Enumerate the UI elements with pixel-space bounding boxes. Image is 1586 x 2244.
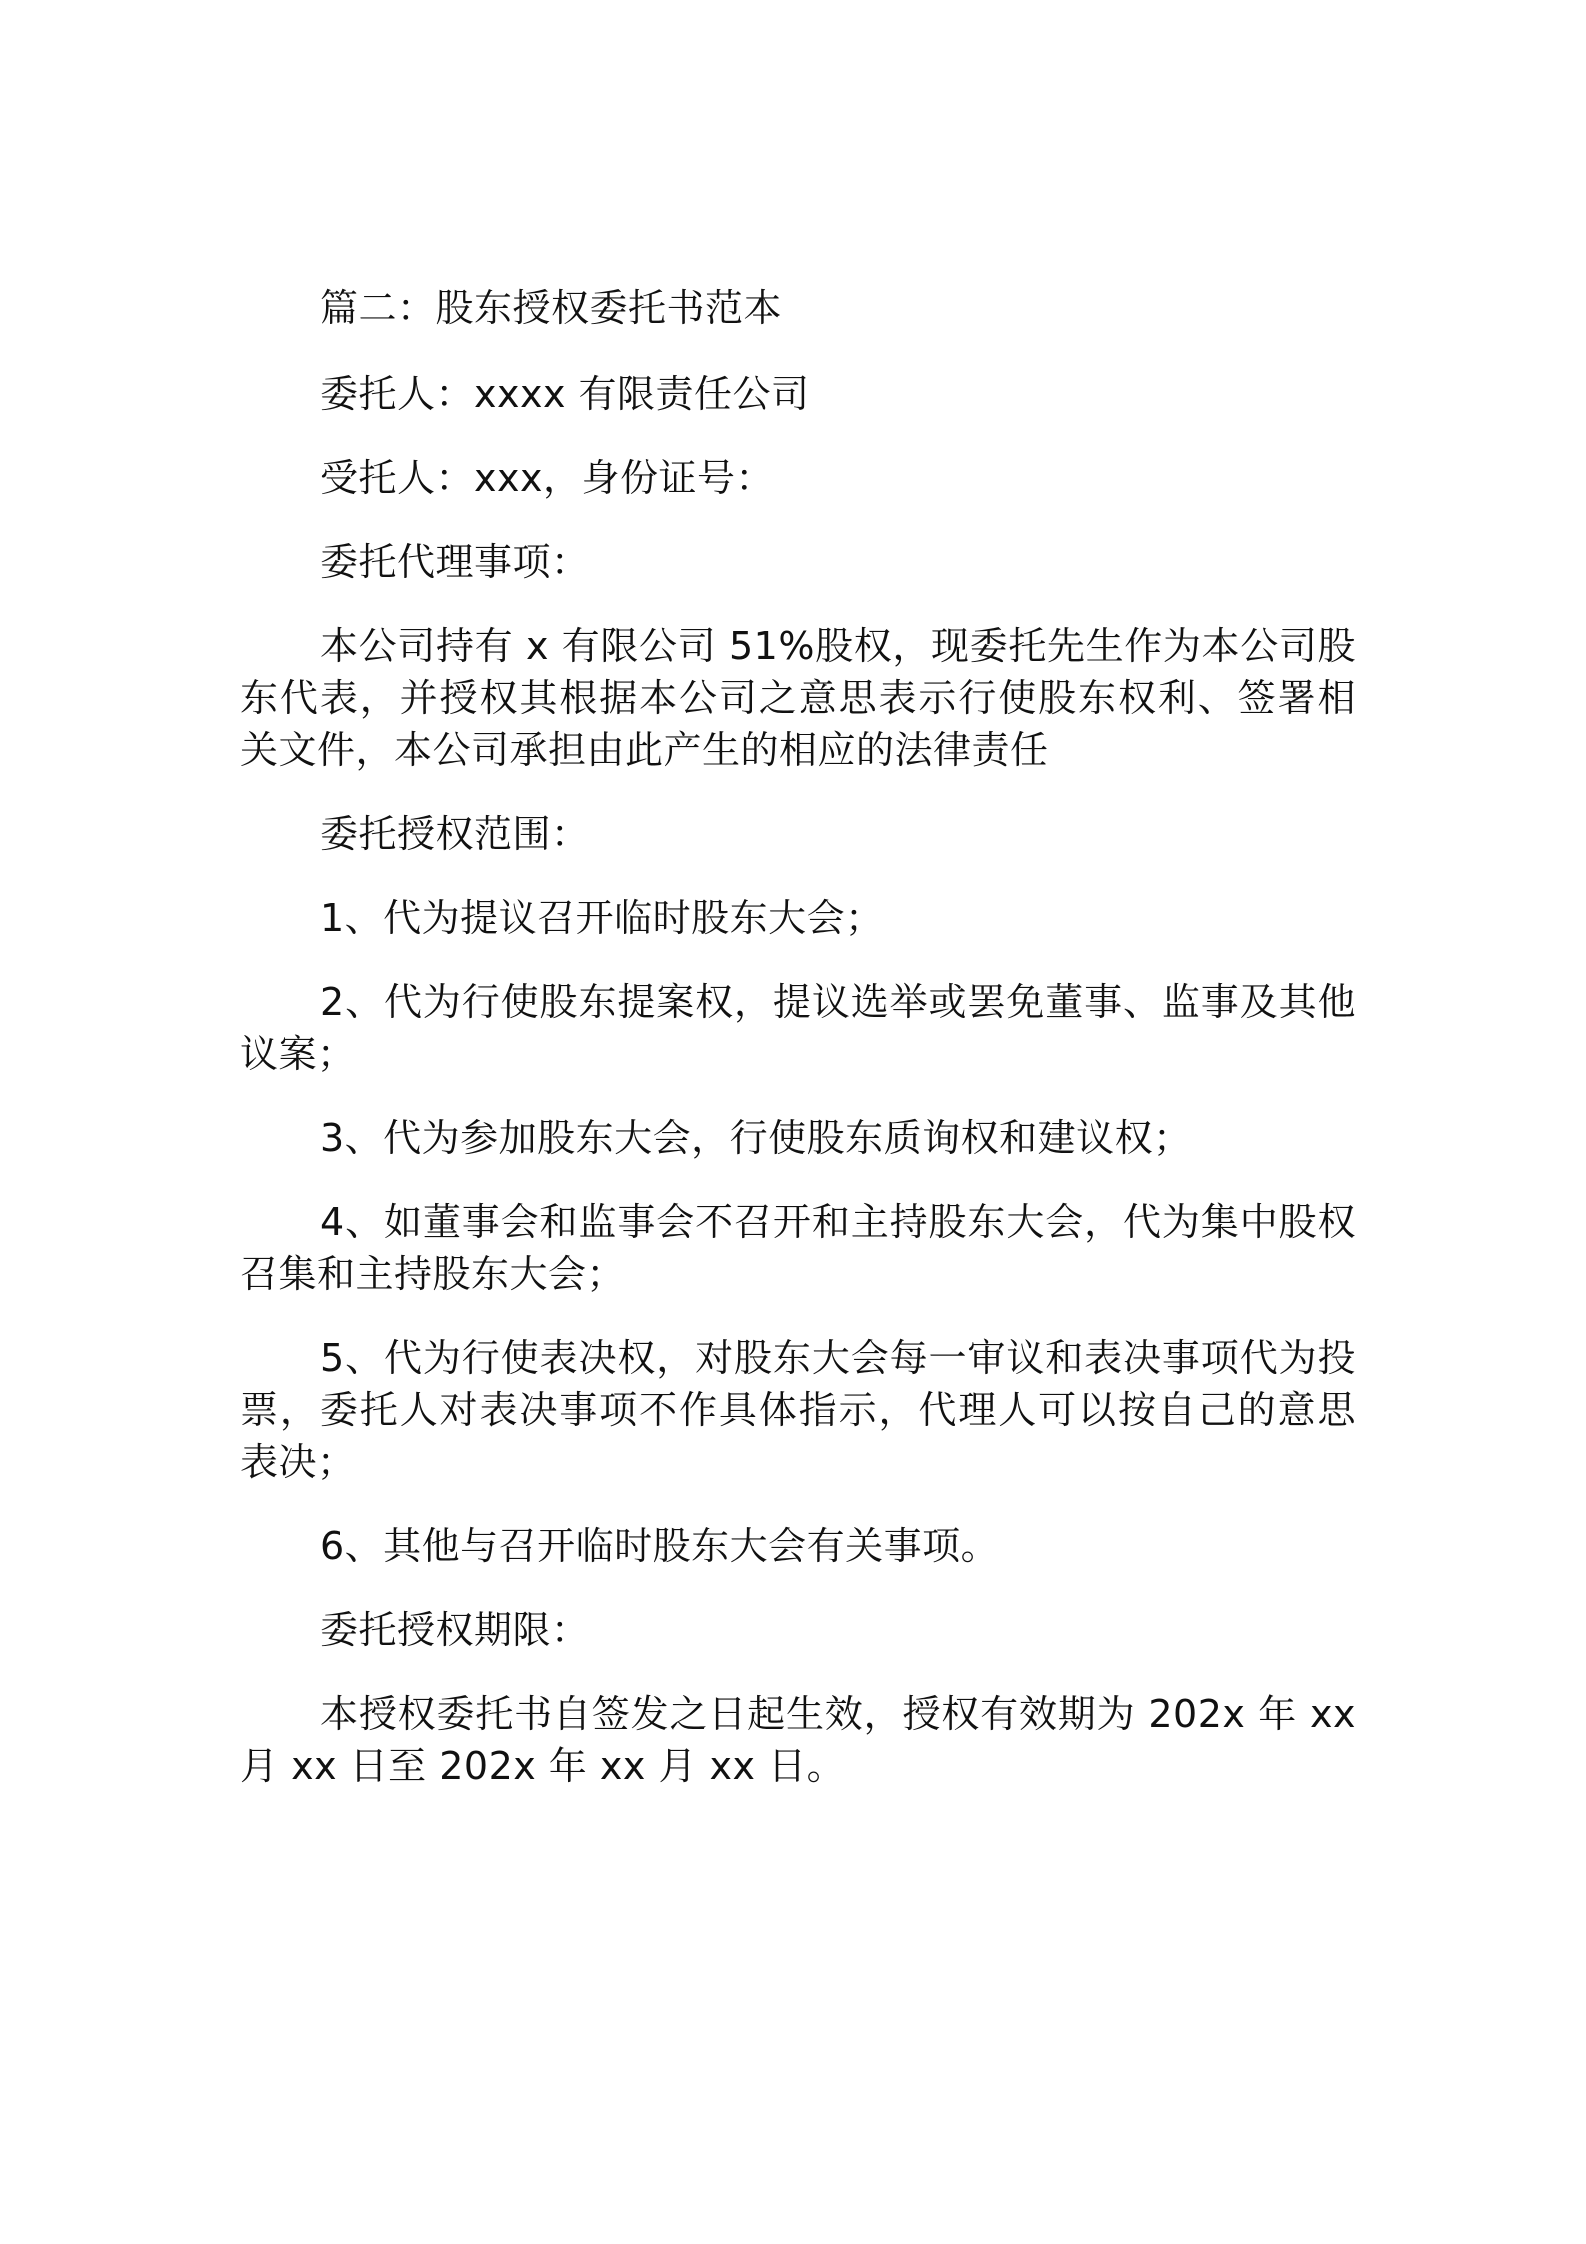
- document-title: 篇二：股东授权委托书范本: [320, 286, 783, 330]
- scope-item: 6、其他与召开临时股东大会有关事项。: [320, 1524, 1000, 1568]
- scope-item: 4、如董事会和监事会不召开和主持股东大会，代为集中股权召集和主持股东大会；: [240, 1200, 1356, 1296]
- scope-item: 1、代为提议召开临时股东大会；: [320, 896, 884, 940]
- matters-text: 本公司持有 x 有限公司 51%股权，现委托先生作为本公司股东代表，并授权其根据本公司之意思表示行使股东权利、签署相关文件，本公司承担由此产生的相应的法律责任: [240, 624, 1356, 772]
- document-body: [240, 282, 1356, 1824]
- agent-line: 受托人：xxx，身份证号：: [320, 456, 774, 500]
- scope-item: 5、代为行使表决权，对股东大会每一审议和表决事项代为投票，委托人对表决事项不作具体指示，代理人可以按自己的意思表决；: [240, 1336, 1356, 1484]
- scope-item: 2、代为行使股东提案权，提议选举或罢免董事、监事及其他议案；: [240, 980, 1356, 1076]
- term-text: 本授权委托书自签发之日起生效，授权有效期为 202x 年 xx 月 xx 日至 202x 年 xx 月 xx 日。: [240, 1692, 1356, 1788]
- scope-item: 3、代为参加股东大会，行使股东质询权和建议权；: [320, 1116, 1192, 1160]
- scope-heading: 委托授权范围：: [320, 812, 590, 856]
- term-heading: 委托授权期限：: [320, 1608, 590, 1652]
- principal-line: 委托人：xxxx 有限责任公司: [320, 372, 810, 416]
- matters-heading: 委托代理事项：: [320, 540, 590, 584]
